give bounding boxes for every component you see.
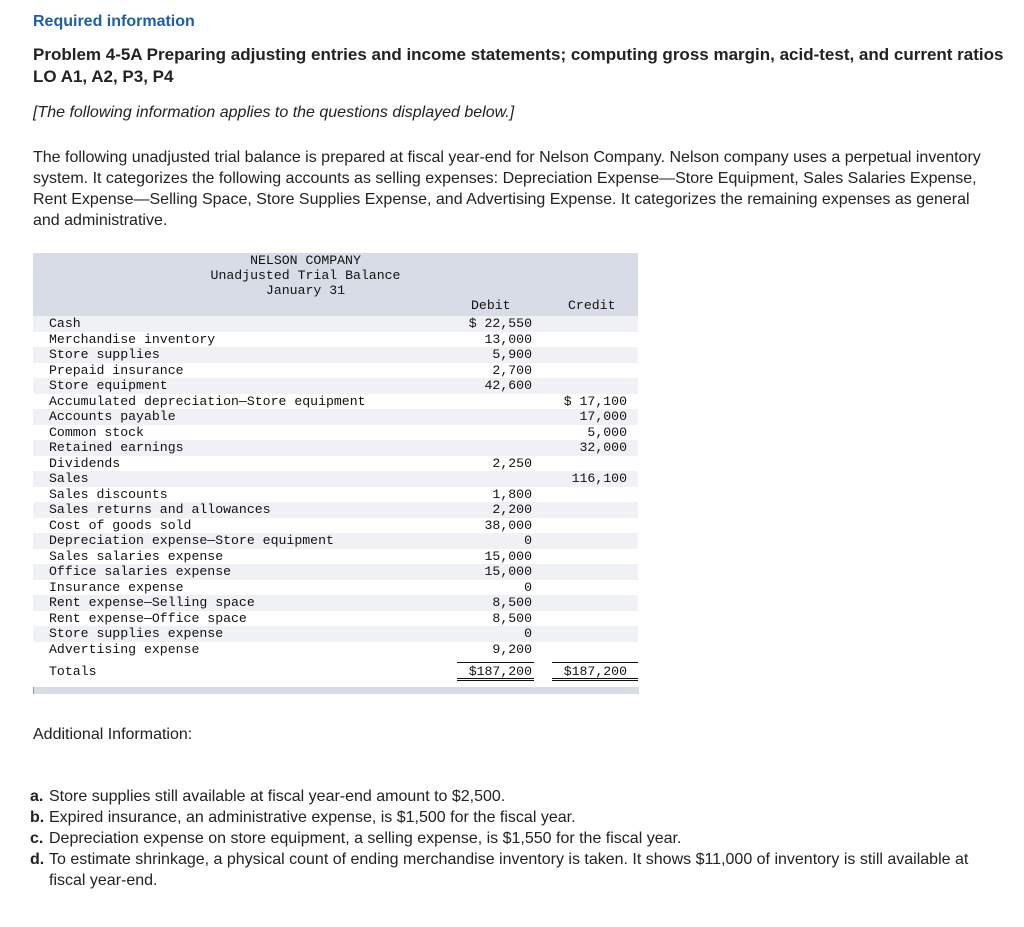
debit-amount: 15,000 — [484, 548, 532, 564]
debit-amount: 38,000 — [484, 517, 532, 533]
account-name: Store equipment — [49, 378, 168, 393]
totals-label: Totals — [49, 664, 97, 679]
credit-amount: 17,000 — [579, 409, 627, 424]
account-name: Office salaries expense — [49, 564, 232, 579]
debit-amount: 2,200 — [492, 502, 532, 517]
debit-amount: 9,200 — [492, 641, 532, 657]
table-row — [33, 611, 638, 627]
credit-amount: 32,000 — [579, 440, 627, 455]
table-row — [33, 378, 638, 394]
table-row — [33, 487, 638, 503]
list-item — [30, 786, 1005, 807]
account-name: Depreciation expense—Store equipment — [49, 533, 334, 548]
account-name: Merchandise inventory — [49, 331, 216, 347]
debit-amount: 8,500 — [492, 595, 532, 610]
table-row — [33, 642, 638, 658]
table-row — [33, 564, 638, 580]
problem-title: Problem 4-5A Preparing adjusting entries and income statements; computing gross margin, acid-test, and current ratios LO A1, A2, P3, P4 — [33, 45, 1004, 86]
debit-amount: 8,500 — [492, 610, 532, 626]
account-name: Retained earnings — [49, 440, 184, 455]
table-row — [33, 363, 638, 379]
item-letter: b. — [30, 809, 45, 826]
item-letter: d. — [30, 851, 45, 868]
account-name: Advertising expense — [49, 641, 200, 657]
debit-total: $187,200 — [468, 664, 532, 679]
table-row — [33, 332, 638, 348]
account-name: Accumulated depreciation—Store equipment — [49, 393, 366, 409]
table-row — [33, 502, 638, 518]
item-text: Store supplies still available at fiscal year-end amount to $2,500. — [49, 788, 506, 805]
table-row — [33, 533, 638, 549]
trial-balance-table — [33, 253, 638, 689]
credit-amount: 116,100 — [571, 471, 627, 486]
item-text: To estimate shrinkage, a physical count of ending merchandise inventory is taken. It shows $11,000 of inventory is still available at fiscal year-end. — [49, 851, 969, 889]
table-row — [33, 471, 638, 487]
table-row — [33, 409, 638, 425]
additional-information-heading: Additional Information: — [33, 726, 193, 743]
account-name: Insurance expense — [49, 579, 184, 595]
required-information-heading: Required information — [33, 13, 195, 30]
item-letter: c. — [30, 830, 44, 847]
item-letter: a. — [30, 788, 44, 805]
table-row — [33, 347, 638, 363]
credit-column-header: Credit — [568, 298, 616, 313]
trial-balance-footer — [33, 687, 639, 694]
table-row — [33, 549, 638, 565]
debit-amount: 15,000 — [484, 564, 532, 579]
applies-note: [The following information applies to the questions displayed below.] — [33, 104, 515, 121]
credit-amount: 5,000 — [587, 424, 627, 440]
additional-information-list — [30, 786, 1005, 891]
trial-balance-header — [33, 253, 638, 316]
account-name: Accounts payable — [49, 409, 176, 424]
account-name: Rent expense—Office space — [49, 610, 247, 626]
debit-amount: $ 22,550 — [468, 316, 532, 331]
table-row — [33, 518, 638, 534]
table-row — [33, 626, 638, 642]
account-name: Common stock — [49, 424, 144, 440]
account-name: Sales returns and allowances — [49, 502, 271, 517]
statement-name: Unadjusted Trial Balance — [210, 268, 401, 283]
account-name: Dividends — [49, 455, 121, 471]
item-text: Expired insurance, an administrative expense, is $1,500 for the fiscal year. — [49, 809, 576, 826]
table-row — [33, 595, 638, 611]
table-row — [33, 316, 638, 332]
list-item — [30, 807, 1005, 828]
debit-amount: 42,600 — [484, 378, 532, 393]
account-name: Prepaid insurance — [49, 362, 184, 378]
list-item — [30, 828, 1005, 849]
totals-row — [33, 664, 638, 680]
debit-amount: 0 — [524, 579, 532, 595]
credit-total: $187,200 — [563, 664, 627, 679]
account-name: Sales salaries expense — [49, 548, 224, 564]
debit-amount: 2,700 — [492, 362, 532, 378]
debit-amount: 5,900 — [492, 347, 532, 362]
table-row — [33, 456, 638, 472]
item-text: Depreciation expense on store equipment, a selling expense, is $1,550 for the fiscal year. — [49, 830, 682, 847]
debit-amount: 0 — [524, 626, 532, 641]
table-row — [33, 425, 638, 441]
account-name: Sales — [49, 471, 89, 486]
debit-amount: 13,000 — [484, 331, 532, 347]
account-name: Sales discounts — [49, 486, 168, 502]
account-name: Cash — [49, 316, 81, 331]
account-name: Rent expense—Selling space — [49, 595, 255, 610]
problem-description: The following unadjusted trial balance is prepared at fiscal year-end for Nelson Company. Nelson company uses a perpetual inventory system. It categorizes the following accounts as selling expenses: Depreciation Expense—Store Equipment, Sales Salaries Expense, Rent Expense—Selling Space, Store Supplies Expense, and Advertising Expense. It categorizes the remaining expenses as general and administrative. — [33, 149, 981, 229]
account-name: Cost of goods sold — [49, 517, 192, 533]
list-item — [30, 849, 1005, 891]
debit-column-header: Debit — [471, 298, 511, 313]
debit-amount: 2,250 — [492, 455, 532, 471]
debit-amount: 0 — [524, 533, 532, 548]
table-row — [33, 440, 638, 456]
account-name: Store supplies — [49, 347, 160, 362]
credit-amount: $ 17,100 — [563, 393, 627, 409]
account-name: Store supplies expense — [49, 626, 224, 641]
debit-amount: 1,800 — [492, 486, 532, 502]
company-name: NELSON COMPANY — [250, 253, 361, 268]
table-row — [33, 580, 638, 596]
table-row — [33, 394, 638, 410]
statement-date: January 31 — [265, 283, 346, 298]
